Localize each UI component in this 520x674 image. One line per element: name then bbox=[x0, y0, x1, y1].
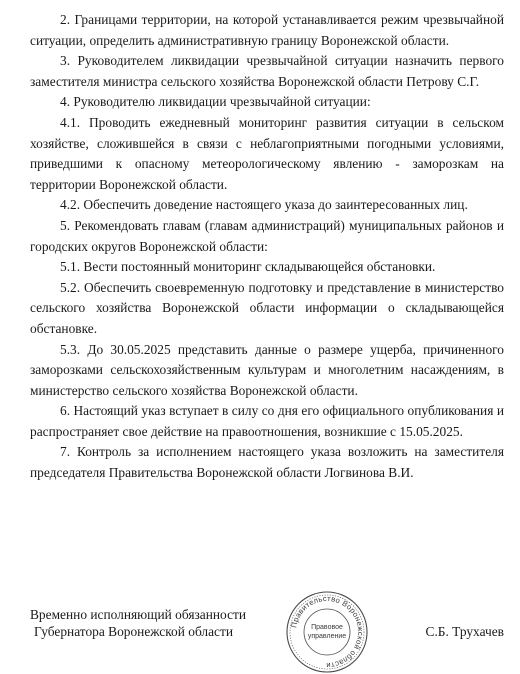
seal-center-line2: управление bbox=[307, 633, 347, 640]
paragraph-5-3: 5.3. До 30.05.2025 представить данные о размере ущерба, причиненного заморозками сельскохозяйственным культурам и многолетним насаждениям, в министерство сельского хозяйства Воронежской области. bbox=[30, 341, 504, 398]
paragraph-4-1: 4.1. Проводить ежедневный мониторинг развития ситуации в сельском хозяйстве, сложившейся в связи с неблагоприятными погодными условиями, приведшими к опасному метеорологическому явлению - заморозкам на территории Воронежской области. bbox=[30, 114, 504, 192]
paragraph-4: 4. Руководителю ликвидации чрезвычайной ситуации: bbox=[60, 94, 371, 110]
paragraph-4-2: 4.2. Обеспечить доведение настоящего указа до заинтересованных лиц. bbox=[60, 197, 468, 213]
paragraph-6: 6. Настоящий указ вступает в силу со дня его официального опубликования и распространяет свое действие на правоотношения, возникшие с 15.05.2025. bbox=[30, 403, 504, 439]
official-seal-icon bbox=[285, 590, 369, 674]
paragraph-5: 5. Рекомендовать главам (главам администраций) муниципальных районов и городских округов Воронежской области: bbox=[30, 217, 504, 254]
paragraph-5-1: 5.1. Вести постоянный мониторинг складывающейся обстановки. bbox=[60, 259, 436, 275]
svg-text:Правительство Воронежской обла bbox=[289, 594, 365, 670]
paragraph-3: 3. Руководителем ликвидации чрезвычайной ситуации назначить первого заместителя министра сельского хозяйства Воронежской области Петрову С.Г. bbox=[30, 53, 504, 89]
paragraph-2: 2. Границами территории, на которой устанавливается режим чрезвычайной ситуации, определить административную границу Воронежской области. bbox=[30, 12, 504, 48]
paragraph-7: 7. Контроль за исполнением настоящего указа возложить на заместителя председателя Правительства Воронежской области Логвинова В.И. bbox=[30, 444, 504, 481]
signer-name: С.Б. Трухачев bbox=[425, 624, 504, 639]
seal-center-line1: Правовое bbox=[311, 624, 343, 631]
signer-position-line1: Временно исполняющий обязанности bbox=[30, 607, 247, 622]
paragraph-5-2: 5.2. Обеспечить своевременную подготовку и представление в министерство сельского хозяйства Воронежской области информации о складывающейся обстановке. bbox=[30, 279, 504, 336]
signer-position-line2: Губернатора Воронежской области bbox=[34, 624, 234, 639]
seal-ring-text: Правительство Воронежской области bbox=[289, 593, 366, 671]
signature-block bbox=[30, 593, 504, 671]
signer-position bbox=[30, 606, 246, 640]
document-body bbox=[30, 10, 504, 484]
